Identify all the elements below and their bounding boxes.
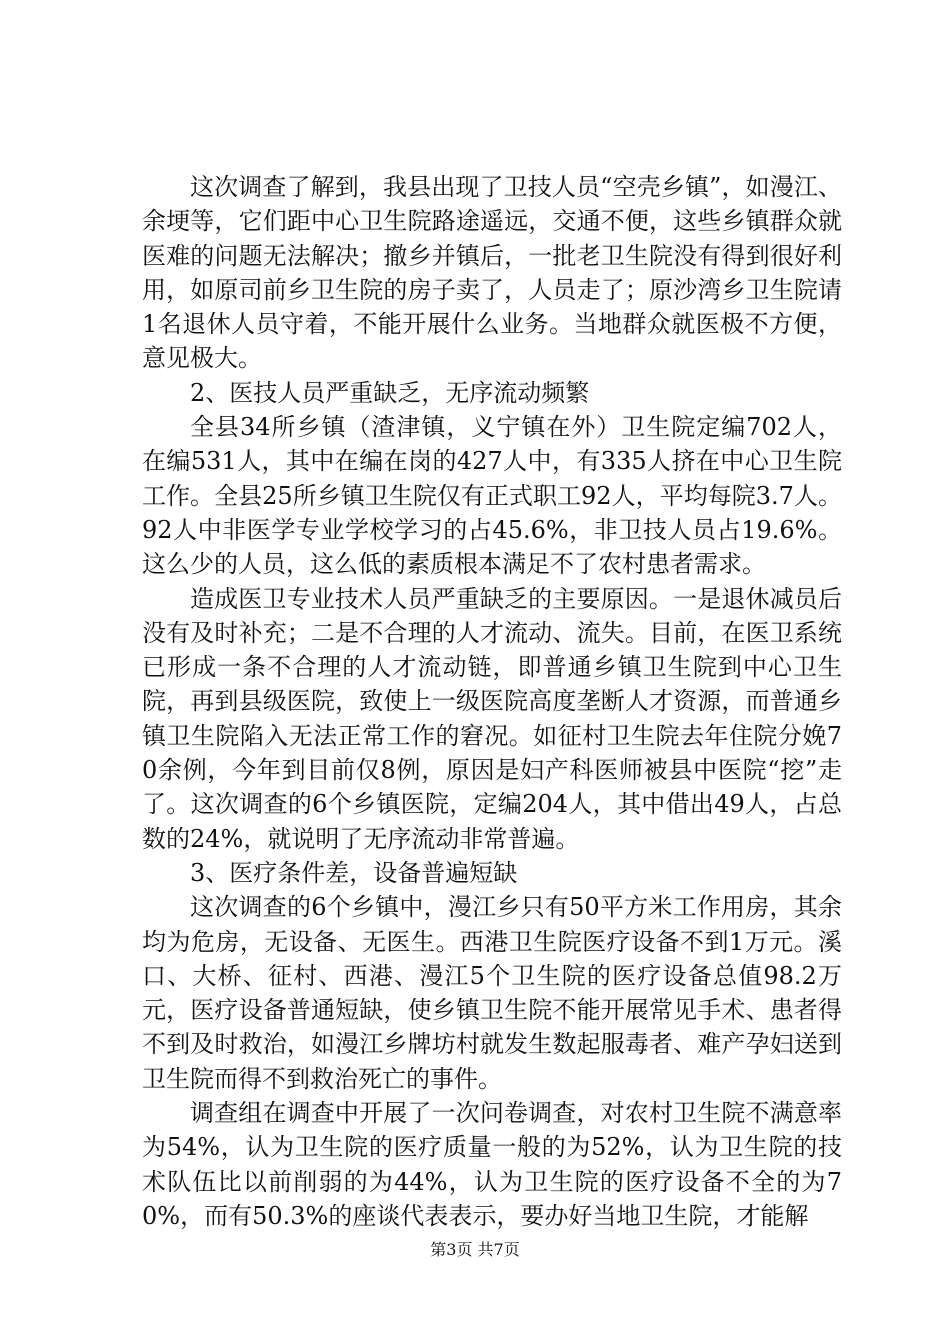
paragraph-empty-shell-towns: 这次调查了解到，我县出现了卫技人员“空壳乡镇”，如漫江、余埂等，它们距中心卫生院路途遥远，交通不便，这些乡镇群众就医难的问题无法解决；撤乡并镇后，一批老卫生院没有得到很好利用，如原司前乡卫生院的房子卖了，人员走了；原沙湾乡卫生院请1名退休人员守着，不能开展什么业务。当地群众就医极不方便，意见极大。	[142, 173, 842, 373]
section-heading-equipment-shortage: 3、医疗条件差，设备普遍短缺	[190, 858, 518, 887]
paragraph-survey-results: 调查组在调查中开展了一次问卷调查，对农村卫生院不满意率为54%，认为卫生院的医疗质量一般的为52%，认为卫生院的技术队伍比以前削弱的为44%，认为卫生院的医疗设备不全的为70%，而有50.3%的座谈代表表示，要办好当地卫生院，才能解	[142, 1099, 842, 1230]
section-heading-staff-shortage: 2、医技人员严重缺乏，无序流动频繁	[190, 378, 590, 407]
paragraph-shortage-causes: 造成医卫专业技术人员严重缺乏的主要原因。一是退休减员后没有及时补充；二是不合理的人才流动、流失。目前，在医卫系统已形成一条不合理的人才流动链，即普通乡镇卫生院到中心卫生院，再到县级医院，致使上一级医院高度垄断人才资源，而普通乡镇卫生院陷入无法正常工作的窘况。如征村卫生院去年住院分娩70余例，今年到目前仅8例，原因是妇产科医师被县中医院“挖”走了。这次调查的6个乡镇医院，定编204人，其中借出49人，占总数的24%，就说明了无序流动非常普遍。	[142, 584, 842, 853]
paragraph-equipment-conditions: 这次调查的6个乡镇中，漫江乡只有50平方米工作用房，其余均为危房，无设备、无医生。西港卫生院医疗设备不到1万元。溪口、大桥、征村、西港、漫江5个卫生院的医疗设备总值98.2万元，医疗设备普通短缺，使乡镇卫生院不能开展常见手术、患者得不到及时救治，如漫江乡牌坊村就发生数起服毒者、难产孕妇送到卫生院而得不到救治死亡的事件。	[142, 893, 842, 1093]
document-body	[142, 170, 842, 1233]
paragraph-staff-statistics: 全县34所乡镇（渣津镇，义宁镇在外）卫生院定编702人，在编531人，其中在编在岗的427人中，有335人挤在中心卫生院工作。全县25所乡镇卫生院仅有正式职工92人，平均每院3.7人。92人中非医学专业学校学习的占45.6%，非卫技人员占19.6%。这么少的人员，这么低的素质根本满足不了农村患者需求。	[142, 413, 842, 579]
page-footer: 第3页 共7页	[430, 1240, 520, 1259]
